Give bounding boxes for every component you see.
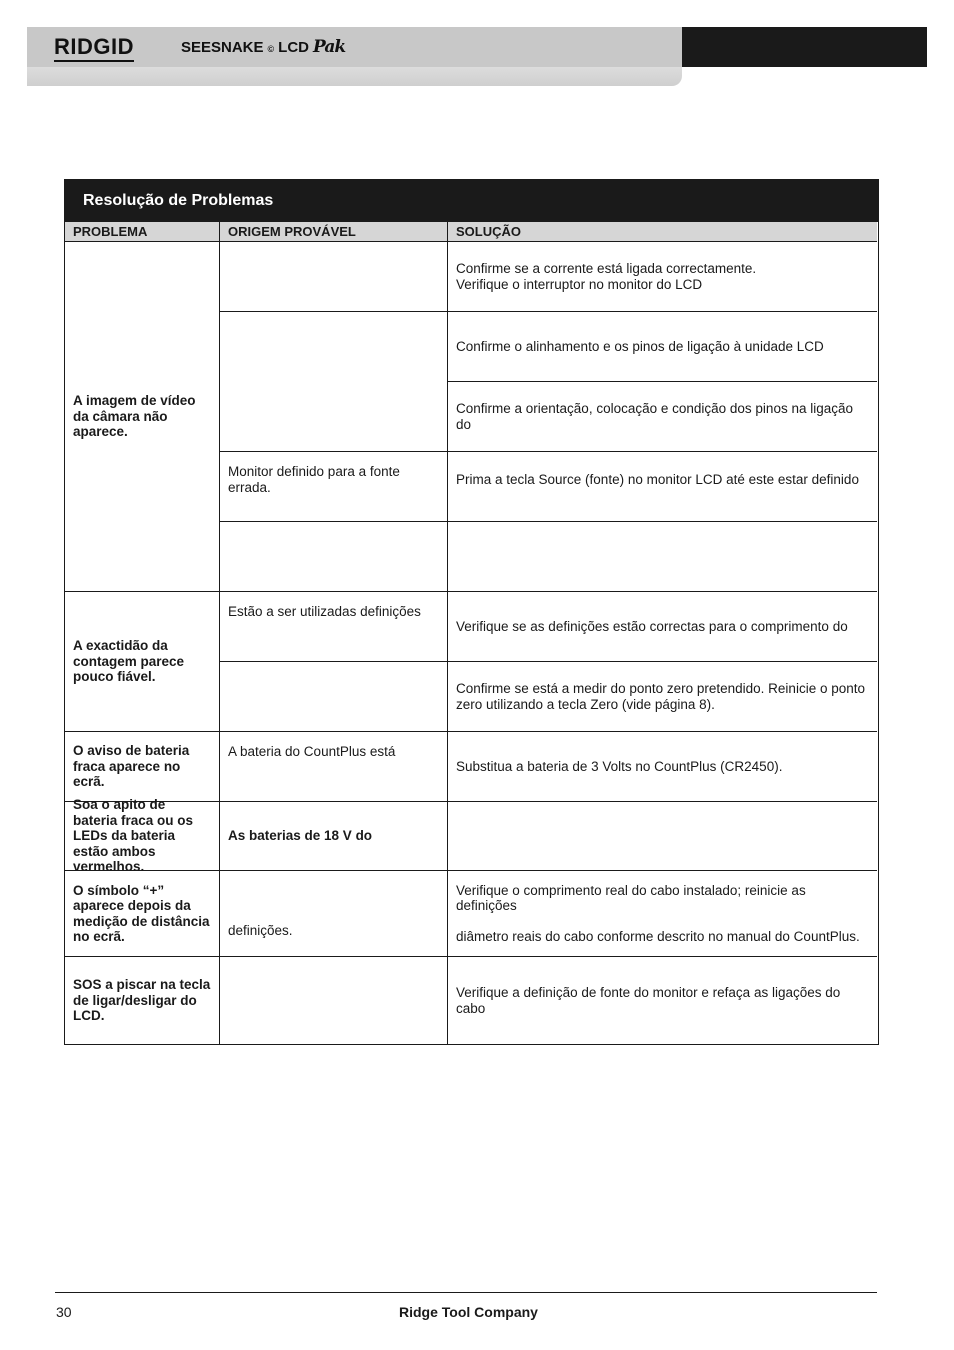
product-mark: © [267,44,275,54]
problem-cell: Soa o apito de bateria fraca ou os LEDs da bateria estão ambos vermelhos. [65,802,220,871]
solution-line: Confirme se a corrente está ligada correctamente. [456,261,757,276]
solution-cell [448,522,877,592]
cause-cell: Monitor definido para a fonte errada. [220,452,448,522]
solution-cell [448,732,877,802]
solution-cell [448,592,877,662]
cause-cell: As baterias de 18 V do [220,802,448,871]
solution-cell [448,312,877,382]
table-title: Resolução de Problemas [65,180,878,222]
solution-line: Verifique o comprimento real do cabo instalado; reinicie as definições [456,882,806,914]
solution-line: zero utilizando a tecla Zero (vide página 8). [456,696,715,712]
header-underband [27,67,682,86]
solution-line: Prima a tecla Source (fonte) no monitor LCD até este estar definido [456,472,859,487]
company-name: Ridge Tool Company [399,1304,538,1320]
solution-cell [448,957,877,1044]
solution-cell [448,382,877,452]
solution-line: Substitua a bateria de 3 Volts no CountPlus (CR2450). [456,758,783,774]
solution-line: Verifique o interruptor no monitor do LCD [456,276,703,292]
product-name: SEESNAKE [181,39,264,56]
solution-cell [448,802,877,871]
troubleshooting-table [64,179,879,1045]
product-script: Pak [313,37,346,57]
cause-cell [220,662,448,732]
table-grid [65,222,878,1044]
solution-line: Verifique a definição de fonte do monitor e refaça as ligações do cabo [456,985,841,1016]
footer-rule [55,1292,877,1293]
solution-line: Verifique se as definições estão correctas para o comprimento do [456,618,848,634]
product-suffix: LCD [278,39,309,56]
solution-cell [448,242,877,312]
cause-cell [220,522,448,592]
solution-cell [448,452,877,522]
product-title [181,37,345,57]
solution-cell [448,662,877,732]
brand-logo-text: RIDGID [54,35,134,62]
solution-line: Confirme a orientação, colocação e condição dos pinos na ligação do [456,401,853,432]
solution-line: Confirme o alinhamento e os pinos de ligação à unidade LCD [456,338,824,354]
cause-cell: A bateria do CountPlus está [220,732,448,802]
problem-cell: O símbolo “+” aparece depois da medição de distância no ecrã. [65,871,220,957]
solution-line: diâmetro reais do cabo conforme descrito no manual do CountPlus. [456,928,860,944]
brand-logo [54,33,134,63]
problem-cell: SOS a piscar na tecla de ligar/desligar do LCD. [65,957,220,1044]
problem-cell: A exactidão da contagem parece pouco fiável. [65,592,220,732]
problem-cell: A imagem de vídeo da câmara não aparece. [65,242,220,592]
cause-cell [220,242,448,312]
solution-line: Confirme se está a medir do ponto zero pretendido. Reinicie o ponto [456,681,865,696]
cause-cell: Estão a ser utilizadas definições [220,592,448,662]
cause-cell: definições. [220,871,448,957]
solution-cell [448,871,877,957]
column-header-solution: SOLUÇÃO [448,222,877,242]
page-number: 30 [56,1304,72,1320]
cause-cell [220,312,448,452]
problem-cell: O aviso de bateria fraca aparece no ecrã. [65,732,220,802]
column-header-cause: ORIGEM PROVÁVEL [220,222,448,242]
cause-cell [220,957,448,1044]
column-header-problem: PROBLEMA [65,222,220,242]
header-dark-block [682,27,927,67]
